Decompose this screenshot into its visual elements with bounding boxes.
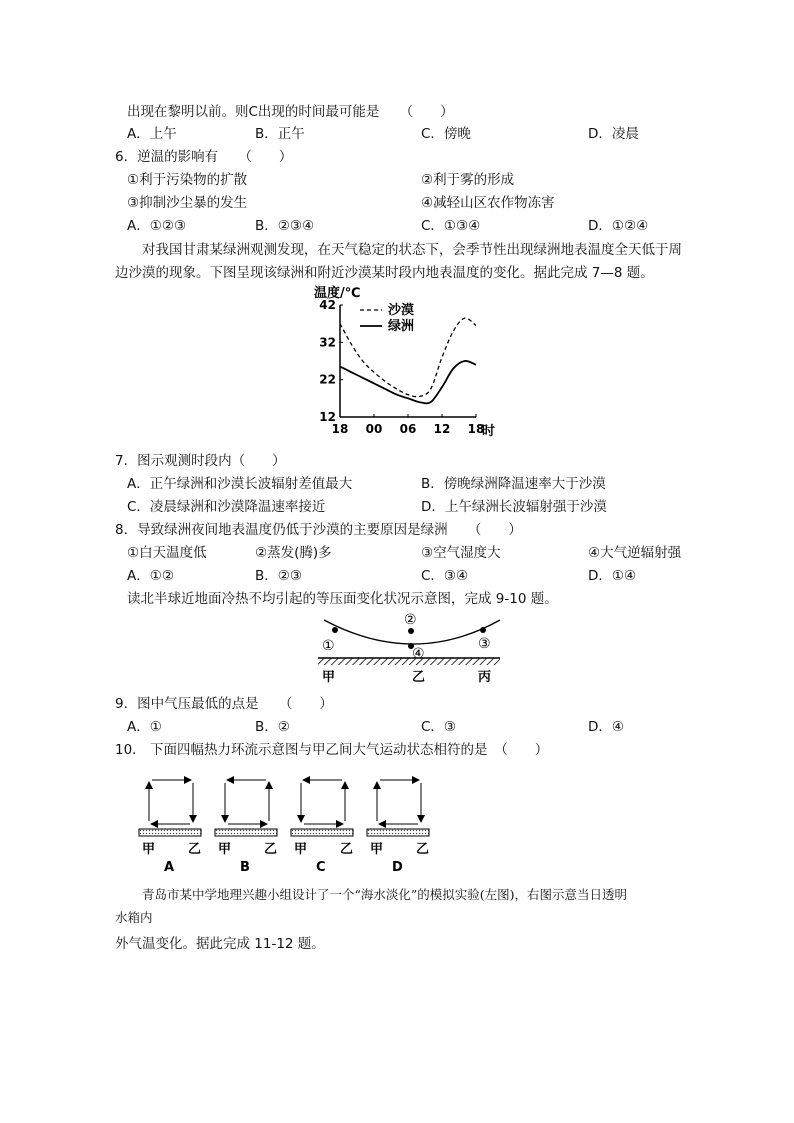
q8-stem: 8．导致绿洲夜间地表温度仍低于沙漠的主要原因是绿洲 （ ） <box>115 522 522 538</box>
point-1-label: ① <box>322 638 335 654</box>
x-tick-label: 12 <box>433 422 451 436</box>
legend-desert-label: 沙漠 <box>388 303 415 318</box>
legend-oasis-label: 绿洲 <box>388 319 415 334</box>
circulation-panel-b <box>215 780 277 875</box>
circulation-panel-c <box>291 780 353 875</box>
isobar-diagram <box>310 608 510 686</box>
q5-option-b: B．正午 <box>255 126 305 142</box>
panel-d-letter: D <box>392 860 403 875</box>
q6-item-4: ④减轻山区农作物冻害 <box>421 195 555 211</box>
point-1-dot <box>332 627 338 633</box>
panel-d-right-label: 乙 <box>416 842 430 857</box>
panel-a-letter: A <box>164 860 175 875</box>
q5-stem-tail: 出现在黎明以前。则C出现的时间最可能是 （ ） <box>127 104 454 120</box>
q7-stem: 7．图示观测时段内（ ） <box>115 453 286 469</box>
panel-a-right-label: 乙 <box>188 842 202 857</box>
point-3-label: ③ <box>478 636 491 652</box>
circulation-panel-d <box>367 780 429 875</box>
panel-a-ground <box>139 829 201 836</box>
panel-c-left-label: 甲 <box>294 842 308 857</box>
intro-7-8-line-1: 对我国甘肃某绿洲观测发现，在天气稳定的状态下，会季节性出现绿洲地表温度全天低于周 <box>142 242 682 258</box>
q7-option-d: D．上午绿洲长波辐射强于沙漠 <box>421 499 607 515</box>
chart-x-axis-label: 时 <box>482 424 496 439</box>
q8-option-c: C．③④ <box>421 568 469 584</box>
panel-b-letter: B <box>240 860 250 875</box>
q8-option-a: A．①② <box>127 568 174 584</box>
point-2-label: ② <box>404 612 417 628</box>
q5-option-c: C．傍晚 <box>421 126 471 142</box>
panel-b-left-label: 甲 <box>218 842 232 857</box>
series-oasis-line <box>340 361 476 403</box>
panel-a-left-label: 甲 <box>142 842 156 857</box>
x-tick-label: 18 <box>331 422 349 436</box>
q5-option-a: A．上午 <box>127 126 177 142</box>
q9-option-c: C．③ <box>421 719 457 735</box>
q7-option-c: C．凌晨绿洲和沙漠降温速率接近 <box>127 499 326 515</box>
point-3-dot <box>480 627 486 633</box>
q9-option-b: B．② <box>255 719 290 735</box>
circulation-panel-a <box>139 780 201 875</box>
panel-b-ground <box>215 829 277 836</box>
chart-y-axis-label: 温度/℃ <box>314 286 361 301</box>
q8-option-d: D．①④ <box>588 568 637 584</box>
circulation-diagrams <box>130 766 440 878</box>
q6-item-2: ②利于雾的形成 <box>421 172 515 188</box>
q6-stem: 6．逆温的影响有 （ ） <box>115 149 293 165</box>
q7-option-a: A．正午绿洲和沙漠长波辐射差值最大 <box>127 476 353 492</box>
intro-11-12-line-1: 青岛市某中学地理兴趣小组设计了一个“海水淡化”的模拟实验(左图)，右图示意当日透明 <box>142 887 628 902</box>
q6-option-d: D．①②④ <box>588 218 649 234</box>
q5-option-d: D．凌晨 <box>588 126 639 142</box>
intro-7-8-line-2: 边沙漠的现象。下图呈现该绿洲和附近沙漠某时段内地表温度的变化。据此完成 7—8 题。 <box>115 265 654 281</box>
y-tick-label: 42 <box>319 298 336 312</box>
temperature-chart <box>310 283 510 443</box>
q8-item-3: ③空气湿度大 <box>421 545 501 561</box>
intro-9-10: 读北半球近地面冷热不均引起的等压面变化状况示意图，完成 9-10 题。 <box>127 591 558 607</box>
q6-item-1: ①利于污染物的扩散 <box>127 172 248 188</box>
q9-option-a: A．① <box>127 719 162 735</box>
panel-c-right-label: 乙 <box>340 842 354 857</box>
intro-11-12-line-2: 水箱内 <box>115 910 153 925</box>
panel-c-letter: C <box>316 860 326 875</box>
x-tick-label: 06 <box>399 422 417 436</box>
ground-label-jia: 甲 <box>322 670 336 685</box>
ground-hatch <box>318 658 500 665</box>
x-tick-label: 00 <box>365 422 383 436</box>
ground-label-yi: 乙 <box>412 670 426 685</box>
q6-option-a: A．①②③ <box>127 218 187 234</box>
intro-11-12-line-3: 外气温变化。据此完成 11-12 题。 <box>115 936 325 952</box>
q10-stem: 10． 下面四幅热力环流示意图与甲乙间大气运动状态相符的是 （ ） <box>115 742 549 758</box>
point-2-dot <box>408 628 414 634</box>
y-tick-label: 22 <box>319 372 336 387</box>
q6-option-b: B．②③④ <box>255 218 315 234</box>
q6-option-c: C．①③④ <box>421 218 481 234</box>
q8-item-2: ②蒸发(腾)多 <box>255 545 332 561</box>
ground-label-bing: 丙 <box>478 670 492 685</box>
x-tick-label: 18 <box>467 422 485 436</box>
q8-item-4: ④大气逆辐射强 <box>588 545 682 561</box>
q6-item-3: ③抑制沙尘暴的发生 <box>127 195 248 211</box>
q9-stem: 9．图中气压最低的点是 （ ） <box>115 696 333 712</box>
panel-b-right-label: 乙 <box>264 842 278 857</box>
panel-d-left-label: 甲 <box>370 842 384 857</box>
y-tick-label: 12 <box>319 410 336 424</box>
panel-d-ground <box>367 829 429 836</box>
q8-item-1: ①白天温度低 <box>127 545 207 561</box>
q7-option-b: B．傍晚绿洲降温速率大于沙漠 <box>421 476 606 492</box>
point-4-label: ④ <box>412 646 425 662</box>
q8-option-b: B．②③ <box>255 568 302 584</box>
panel-c-ground <box>291 829 353 836</box>
q9-option-d: D．④ <box>588 719 624 735</box>
y-tick-label: 32 <box>319 335 336 350</box>
